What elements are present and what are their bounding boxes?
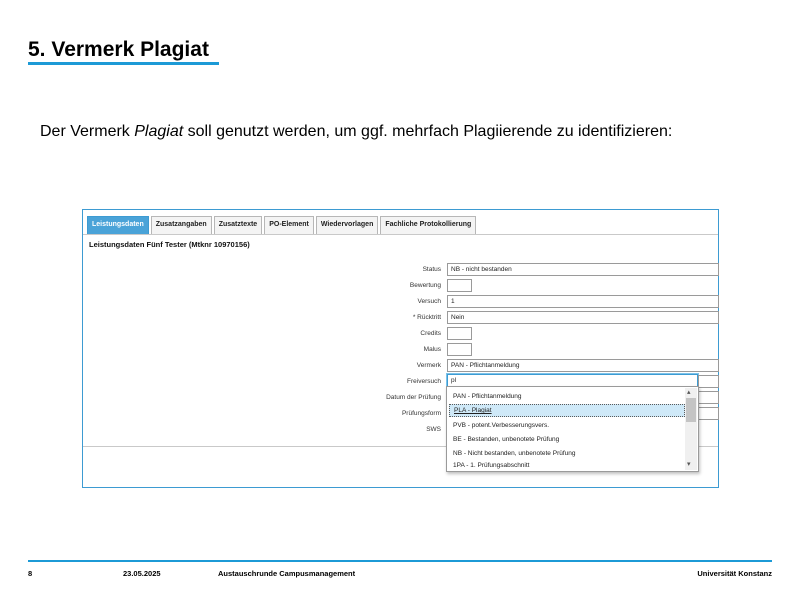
- footer-line: [28, 560, 772, 562]
- field-label-malus: Malus: [423, 346, 441, 353]
- page-number: 8: [28, 569, 33, 578]
- footer-date: 23.05.2025: [123, 569, 161, 578]
- tab-fachliche-protokollierung[interactable]: Fachliche Protokollierung: [380, 216, 476, 234]
- scroll-down-icon[interactable]: ▾: [687, 461, 691, 468]
- scroll-thumb[interactable]: [686, 398, 696, 422]
- vermerk-search-input[interactable]: pl: [447, 374, 698, 387]
- embedded-screenshot: [82, 209, 719, 488]
- freiversuch-field[interactable]: [698, 375, 719, 388]
- dropdown-option[interactable]: PAN - Pflichtanmeldung: [453, 393, 522, 400]
- field-label-credits: Credits: [420, 330, 441, 337]
- panel-title: Leistungsdaten Fünf Tester (Mtknr 10970156): [89, 240, 250, 249]
- tab-bar: [87, 216, 476, 234]
- field-label-versuch: Versuch: [417, 298, 441, 305]
- tab-po-element[interactable]: PO-Element: [264, 216, 314, 234]
- field-label-datum: Datum der Prüfung: [386, 394, 441, 401]
- datum-field[interactable]: [698, 391, 719, 404]
- vermerk-dropdown-list[interactable]: [446, 386, 699, 472]
- field-label-status: Status: [422, 266, 441, 273]
- malus-field[interactable]: [447, 343, 472, 356]
- dropdown-scrollbar[interactable]: [685, 388, 697, 470]
- intro-emphasis: Plagiat: [134, 123, 184, 140]
- tab-divider: [83, 234, 718, 235]
- ruecktritt-field[interactable]: Nein: [447, 311, 719, 324]
- field-label-bewertung: Bewertung: [409, 282, 441, 289]
- dropdown-option[interactable]: PVB - potent.Verbesserungsvers.: [453, 422, 550, 429]
- slide-title: 5. Vermerk Plagiat: [28, 38, 209, 61]
- dropdown-option[interactable]: NB - Nicht bestanden, unbenotete Prüfung: [453, 450, 576, 457]
- footer-institution: Universität Konstanz: [697, 569, 772, 578]
- field-label-freiversuch: Freiversuch: [407, 378, 441, 385]
- tab-wiedervorlagen[interactable]: Wiedervorlagen: [316, 216, 378, 234]
- footer-event: Austauschrunde Campusmanagement: [218, 569, 356, 578]
- dropdown-option[interactable]: 1PA - 1. Prüfungsabschnitt: [453, 462, 530, 469]
- field-label-pruefungsform: Prüfungsform: [401, 410, 441, 417]
- intro-text: [40, 117, 680, 146]
- tab-zusatzangaben[interactable]: Zusatzangaben: [151, 216, 212, 234]
- scroll-up-icon[interactable]: ▴: [687, 389, 691, 396]
- dropdown-option-selected[interactable]: PLA - Plagiat: [449, 404, 685, 417]
- credits-field[interactable]: [447, 327, 472, 340]
- status-field[interactable]: NB - nicht bestanden: [447, 263, 719, 276]
- bewertung-field[interactable]: [447, 279, 472, 292]
- versuch-field[interactable]: 1: [447, 295, 719, 308]
- tab-leistungsdaten[interactable]: Leistungsdaten: [87, 216, 149, 234]
- field-label-ruecktritt: * Rücktritt: [412, 314, 441, 321]
- pruefungsform-field[interactable]: [698, 407, 719, 420]
- field-label-vermerk: Vermerk: [416, 362, 441, 369]
- intro-text-end: soll genutzt werden, um ggf. mehrfach Plagiierende zu identifizieren:: [183, 123, 673, 140]
- title-underline: [28, 62, 219, 65]
- vermerk-field[interactable]: PAN - Pflichtanmeldung: [447, 359, 719, 372]
- tab-zusatztexte[interactable]: Zusatztexte: [214, 216, 263, 234]
- intro-text-start: Der Vermerk: [40, 123, 135, 140]
- field-label-sws: SWS: [426, 426, 441, 433]
- dropdown-option[interactable]: BE - Bestanden, unbenotete Prüfung: [453, 436, 560, 443]
